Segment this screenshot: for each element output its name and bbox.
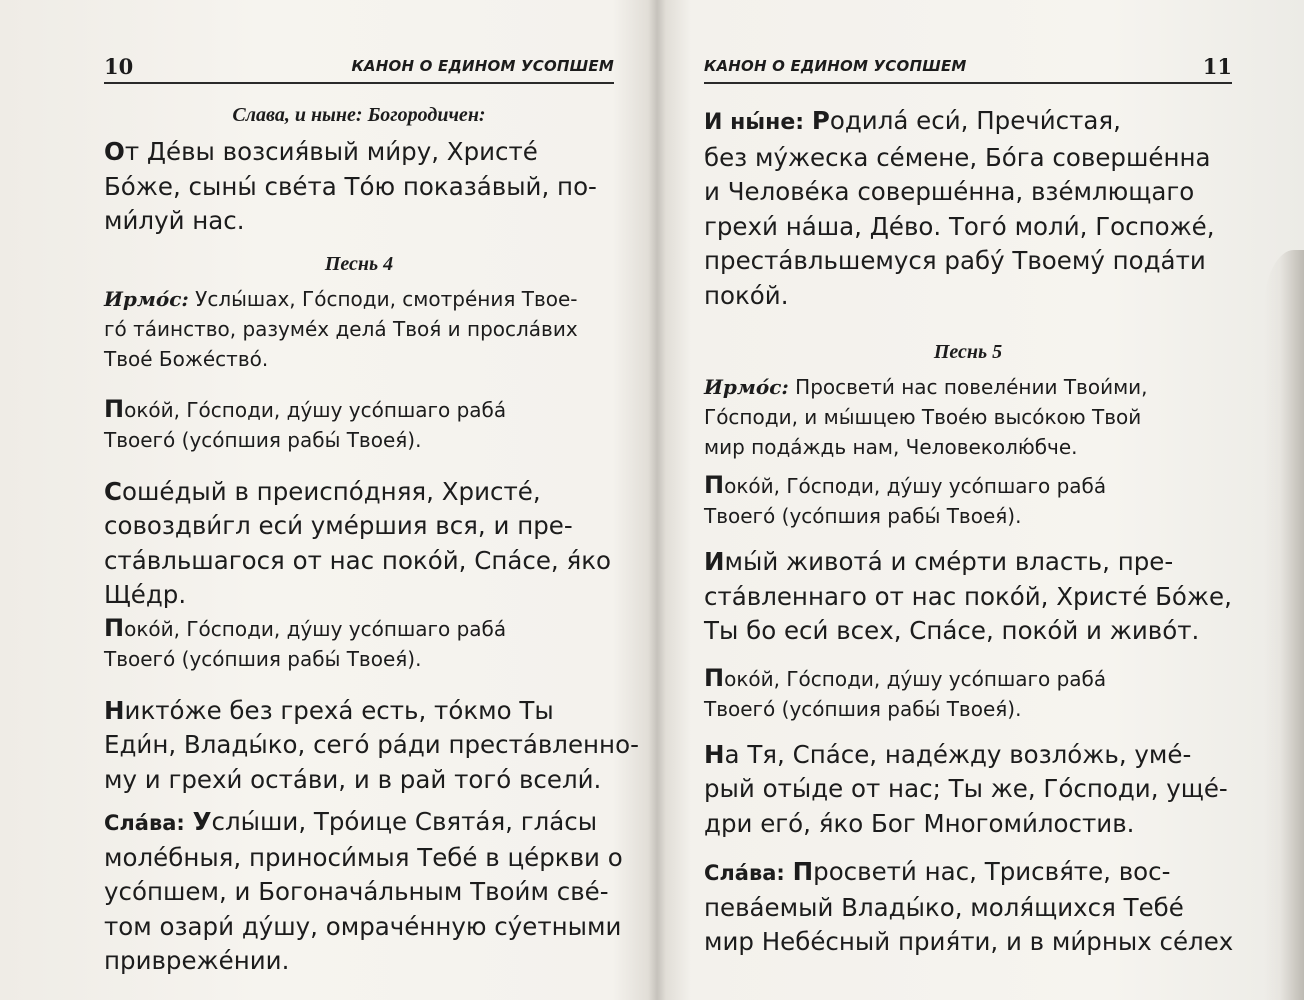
troparion-paragraph xyxy=(104,475,614,613)
drop-letter: П xyxy=(792,857,814,886)
text-line: око́й, Го́споди, ду́шу усо́пшаго раба́ xyxy=(724,666,1107,691)
text-line: Твоего́ (усо́пшия рабы́ Твоея́). xyxy=(704,504,1022,528)
text-line: мир пода́ждь нам, Человеколю́бче. xyxy=(704,435,1078,459)
text-line: ста́вльшагося от нас поко́й, Спа́се, я́ко xyxy=(104,545,611,575)
drop-letter: Н xyxy=(104,695,125,725)
drop-letter: П xyxy=(104,394,125,423)
text-line: Твоего́ (усо́пшия рабы́ Твоея́). xyxy=(104,427,422,452)
ode-4-heading: Песнь 4 xyxy=(324,252,394,275)
text-line: т Де́вы возсия́вый ми́ру, Христе́ xyxy=(124,137,538,166)
text-line: слы́ши, Тро́ице Свята́я, гла́сы xyxy=(211,807,598,836)
drop-letter: У xyxy=(192,807,212,836)
drop-letter: О xyxy=(104,137,125,166)
drop-letter: П xyxy=(704,663,725,692)
text-line: Твоего́ (усо́пшия рабы́ Твоея́). xyxy=(104,646,422,671)
text-line: Услы́шах, Го́споди, смотре́ния Твое- xyxy=(188,286,578,311)
text-line: око́й, Го́споди, ду́шу усо́пшаго раба́ xyxy=(124,616,507,641)
text-line: а Тя, Спа́се, наде́жду возло́жь, уме́- xyxy=(724,739,1192,769)
text-line: росвети́ нас, Трисвя́те, вос- xyxy=(813,857,1171,886)
and-now-paragraph xyxy=(704,104,1232,313)
refrain-paragraph xyxy=(104,613,614,674)
text-line: одила́ еси́, Пречи́стая, xyxy=(829,106,1121,135)
text-line: Твое́ Боже́ство́. xyxy=(104,346,269,371)
right-page-number: 11 xyxy=(1202,54,1232,79)
refrain-paragraph xyxy=(104,394,614,455)
text-line: привреже́нии. xyxy=(104,946,290,975)
left-page xyxy=(0,0,650,1000)
text-line: Ще́др. xyxy=(104,580,187,609)
refrain-paragraph xyxy=(704,470,1232,531)
text-line: Го́споди, и мы́шцею Твое́ю высо́кою Твой xyxy=(704,405,1142,429)
text-line: ми́луй нас. xyxy=(104,206,245,235)
text-line: Просвети́ нас повеле́нии Твои́ми, xyxy=(788,375,1148,399)
left-running-title: КАНОН О ЕДИНОМ УСОПШЕМ xyxy=(351,57,614,75)
text-line: совоздви́гл еси́ уме́ршия вся, и пре- xyxy=(104,511,573,540)
right-page xyxy=(660,0,1260,1000)
text-line: и Челове́ка соверше́нна, взе́млющаго xyxy=(704,177,1195,206)
text-line: му и грехи́ оста́ви, и в рай того́ всели́. xyxy=(104,764,602,794)
glory-label: Сла́ва: xyxy=(104,811,185,835)
text-line: моле́бныя, приноси́мыя Тебе́ в це́ркви о xyxy=(104,842,623,872)
glory-label: Сла́ва: xyxy=(704,861,785,885)
text-line: мир Небе́сный прия́ти, и в ми́рных се́лех xyxy=(704,927,1234,956)
text-line: поко́й. xyxy=(704,280,789,310)
text-line: том озари́ ду́шу, омраче́нную су́етными xyxy=(104,911,622,941)
drop-letter: Р xyxy=(811,106,830,135)
text-line: Твоего́ (усо́пшия рабы́ Твоея́). xyxy=(704,696,1022,721)
irmos-label: Ирмо́с: xyxy=(104,286,189,311)
text-line: дри его́, я́ко Бог Многоми́лостив. xyxy=(704,808,1135,838)
text-line: ста́вленнаго от нас поко́й, Христе́ Бо́же, xyxy=(704,581,1232,611)
text-line: Бо́же, сыны́ све́та То́ю показа́вый, по- xyxy=(104,171,597,201)
left-running-head xyxy=(104,50,614,84)
troparion-paragraph xyxy=(704,738,1232,842)
glory-paragraph xyxy=(704,855,1232,960)
text-line: око́й, Го́споди, ду́шу усо́пшаго раба́ xyxy=(724,474,1107,498)
ode-5-heading: Песнь 5 xyxy=(933,341,1003,363)
irmos-paragraph xyxy=(104,284,614,374)
text-line: око́й, Го́споди, ду́шу усо́пшаго раба́ xyxy=(124,397,507,422)
refrain-paragraph xyxy=(704,663,1232,724)
drop-letter: П xyxy=(704,471,725,499)
glory-and-now-heading: Слава, и ныне: Богородичен: xyxy=(232,104,486,126)
right-running-head xyxy=(704,50,1232,84)
text-line: рый оты́де от нас; Ты же, Го́споди, уще́- xyxy=(704,774,1228,803)
text-line: преста́вльшемуся рабу́ Твоему́ пода́ти xyxy=(704,246,1206,275)
text-line: мы́й живота́ и сме́рти власть, пре- xyxy=(724,547,1174,576)
left-text-block xyxy=(104,104,639,979)
text-line: Ты бо еси́ всех, Спа́се, поко́й и живо́т. xyxy=(704,616,1200,645)
irmos-paragraph xyxy=(704,372,1232,462)
text-line: го́ та́инство, разуме́х дела́ Твоя́ и просла́вих xyxy=(104,316,578,341)
drop-letter: С xyxy=(104,476,122,506)
right-running-title: КАНОН О ЕДИНОМ УСОПШЕМ xyxy=(704,57,967,75)
left-page-number: 10 xyxy=(104,54,134,79)
irmos-label: Ирмо́с: xyxy=(704,375,789,399)
glory-paragraph xyxy=(104,805,623,979)
text-line: усо́пшем, и Богонача́льным Твои́м све́- xyxy=(104,877,609,906)
and-now-label: И ны́не: xyxy=(704,110,805,135)
theotokion-paragraph xyxy=(104,135,614,239)
drop-letter: П xyxy=(104,613,125,642)
drop-letter: И xyxy=(704,547,725,576)
text-line: Еди́н, Влады́ко, сего́ ра́ди преста́вленно- xyxy=(104,730,639,759)
drop-letter: Н xyxy=(704,739,725,769)
page-edge xyxy=(1264,250,1304,1000)
right-text-block xyxy=(704,104,1232,960)
troparion-paragraph xyxy=(704,545,1232,649)
text-line: пева́емый Влады́ко, моля́щихся Тебе́ xyxy=(704,892,1184,922)
text-line: грехи́ на́ша, Де́во. Того́ моли́, Госпоже́, xyxy=(704,211,1215,241)
text-line: без му́жеска се́мене, Бо́га соверше́нна xyxy=(704,142,1211,172)
troparion-paragraph xyxy=(104,694,639,798)
text-line: икто́же без греха́ есть, то́кмо Ты xyxy=(124,695,554,725)
text-line: оше́дый в преиспо́дняя, Христе́, xyxy=(121,476,541,506)
